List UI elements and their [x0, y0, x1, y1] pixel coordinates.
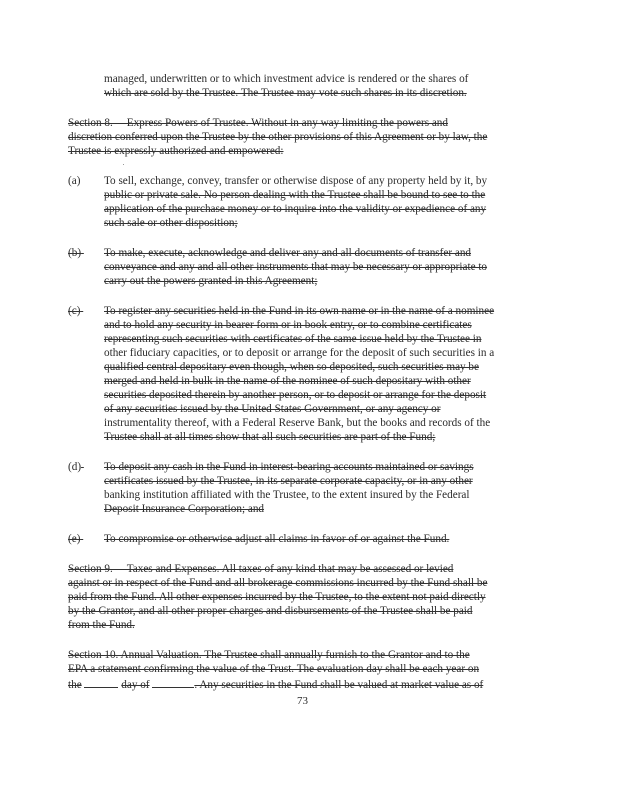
item-b-line-2: conveyance and any and all other instruments that may be necessary or appropriate to: [104, 261, 488, 273]
section-9-line-3: paid from the Fund. All other expenses incurred by the Trustee, to the extent not paid directly: [68, 591, 486, 603]
item-b-label: (b): [68, 247, 82, 259]
item-e-line-1: To compromise or otherwise adjust all claims in favor of or against the Fund.: [104, 533, 450, 545]
section-10-line-2: EPA a statement confirming the value of the Trust. The evaluation day shall be each year on: [68, 663, 480, 675]
item-a-label: (a): [68, 175, 81, 187]
item-b-line-3: carry out the powers granted in this Agreement;: [104, 275, 318, 287]
item-c-line-6: merged and held in bulk in the name of the nominee of such depositary with other: [104, 375, 471, 387]
intro-line-2: which are sold by the Trustee. The Trustee may vote such shares in its discretion.: [104, 87, 467, 99]
item-e-label: (e): [68, 533, 81, 545]
section-8-line-2: discretion conferred upon the Trustee by the other provisions of this Agreement or by law, the: [68, 131, 488, 143]
section-9-line-5: from the Fund.: [68, 619, 135, 631]
item-c-line-3: representing such securities with certificates of the same issue held by the Trustee in: [104, 333, 482, 345]
item-c-line-5: qualified central depositary even though, when so deposited, such securities may be: [104, 361, 479, 373]
item-c-line-10: Trustee shall at all times show that all such securities are part of the Fund;: [104, 431, 436, 443]
item-c-line-2: and to hold any security in bearer form or in book entry, or to combine certificates: [104, 319, 472, 331]
section-8-line-1: Section 8. —Express Powers of Trustee. Without in any way limiting the powers and: [68, 117, 448, 129]
item-b-line-1: To make, execute, acknowledge and deliver any and all documents of transfer and: [104, 247, 472, 259]
section-10-line-1: Section 10. Annual Valuation. The Trustee shall annually furnish to the Grantor and to the: [68, 649, 470, 661]
item-d-line-1: To deposit any cash in the Fund in interest-bearing accounts maintained or savings: [104, 461, 474, 473]
item-a-line-4: such sale or other disposition;: [104, 217, 238, 229]
item-c-line-4: other fiduciary capacities, or to deposit or arrange for the deposit of such securities in a: [104, 347, 495, 359]
item-a-line-3: application of the purchase money or to inquire into the validity or expedience of any: [104, 203, 487, 215]
item-c-line-8: of any securities issued by the United States Government, or any agency or: [104, 403, 441, 415]
section-10-line-3: the day of . Any securities in the Fund shall be valued at market value as of: [68, 676, 483, 690]
evaluation-day-blank: [84, 676, 118, 688]
item-d-line-3: banking institution affiliated with the Trustee, to the extent insured by the Federal: [104, 489, 470, 501]
section-9-line-2: against or in respect of the Fund and all brokerage commissions incurred by the Fund shall be: [68, 577, 488, 589]
item-c-line-7: securities deposited therein by another person, or to deposit or arrange for the deposit: [104, 389, 487, 401]
item-d-label: (d): [68, 461, 82, 473]
item-c-label: (c): [68, 305, 81, 317]
section-8-line-3: Trustee is expressly authorized and empowered:: [68, 145, 284, 157]
item-d-line-4: Deposit Insurance Corporation; and: [104, 503, 265, 515]
item-c-line-1: To register any securities held in the Fund in its own name or in the name of a nominee: [104, 305, 495, 317]
intro-line-1: managed, underwritten or to which investment advice is rendered or the shares of: [104, 73, 469, 85]
evaluation-month-blank: [152, 676, 194, 688]
section-9-line-4: by the Grantor, and all other proper charges and disbursements of the Trustee shall be paid: [68, 605, 473, 617]
item-a-line-1: To sell, exchange, convey, transfer or otherwise dispose of any property held by it, by: [104, 175, 488, 187]
scan-speck: [123, 164, 124, 165]
page-number: 73: [297, 695, 308, 707]
item-a-line-2: public or private sale. No person dealing with the Trustee shall be bound to see to the: [104, 189, 486, 201]
item-c-line-9: instrumentality thereof, with a Federal Reserve Bank, but the books and records of the: [104, 417, 491, 429]
item-d-line-2: certificates issued by the Trustee, in its separate corporate capacity, or in any other: [104, 475, 473, 487]
section-9-line-1: Section 9. —Taxes and Expenses. All taxes of any kind that may be assessed or levied: [68, 563, 454, 575]
